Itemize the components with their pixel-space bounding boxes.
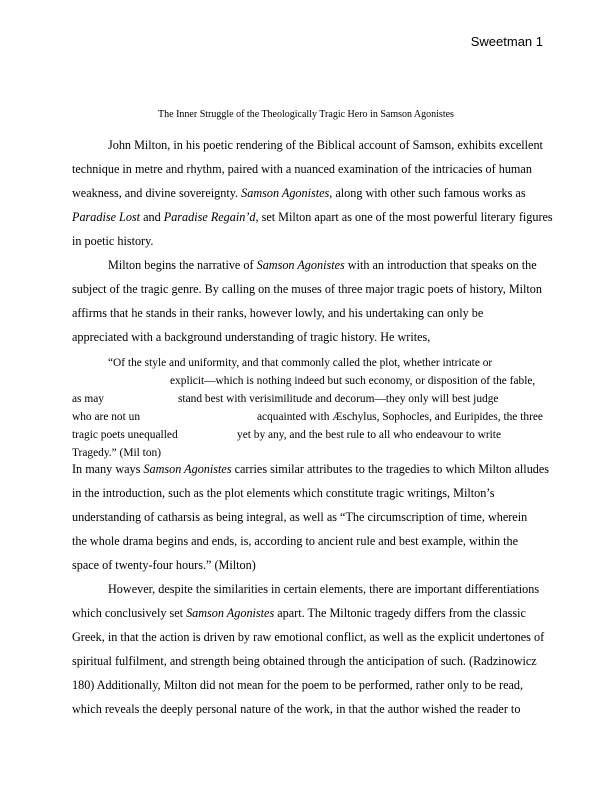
body-line — [72, 162, 532, 177]
body-line — [72, 534, 518, 549]
text-run: the whole drama begins and ends, is, according to ancient rule and best example, within the — [72, 534, 519, 548]
quote-run: tragic poets unequalled — [72, 429, 178, 441]
quote-line — [72, 393, 542, 409]
quote-line — [72, 429, 542, 445]
text-run: weakness, and divine sovereignty. — [72, 186, 242, 200]
body-line — [72, 630, 544, 645]
quote-run: as may — [72, 393, 104, 405]
text-run: Milton begins the narrative of — [108, 258, 257, 272]
text-run: Greek, in that the action is driven by raw emotional conflict, as well as the explicit undertones of — [72, 630, 545, 644]
quote-line — [72, 375, 542, 391]
body-line — [72, 510, 527, 525]
text-run: spiritual fulfilment, and strength being obtained through the anticipation of such. (Radzinowicz — [72, 654, 537, 668]
text-run: with an introduction that speaks on the — [344, 258, 537, 272]
text-run: appreciated with a background understanding of tragic history. He writes, — [72, 330, 431, 344]
text-run: 180) Additionally, Milton did not mean for the poem to be performed, rather only to be read, — [72, 678, 524, 692]
body-line — [108, 138, 543, 153]
text-run: subject of the tragic genre. By calling on the muses of three major tragic poets of history, Milton — [72, 282, 542, 296]
text-run: carries similar attributes to the tragedies to which Milton alludes — [231, 462, 550, 476]
italic-title: Paradise Regain’d — [163, 210, 256, 224]
body-line — [108, 258, 537, 273]
body-line — [108, 582, 539, 597]
text-run: affirms that he stands in their ranks, however lowly, and his undertaking can only be — [72, 306, 484, 320]
quote-run: Tragedy.” (Mil ton) — [72, 447, 162, 459]
italic-title: Samson Agonistes — [143, 462, 232, 476]
italic-title: Paradise Lost — [72, 210, 141, 224]
text-run: and — [140, 210, 164, 224]
body-line — [72, 330, 430, 345]
text-run: in poetic history. — [72, 234, 154, 248]
quote-line — [72, 447, 542, 463]
paper-title: The Inner Struggle of the Theologically Tragic Hero in Samson Agonistes — [158, 109, 454, 120]
text-run: In many ways — [72, 462, 144, 476]
quote-line — [72, 411, 542, 427]
text-run: which conclusively set — [72, 606, 187, 620]
body-line — [72, 654, 537, 669]
quote-run: acquainted with Æschylus, Sophocles, and Euripides, the three — [257, 411, 543, 423]
italic-title: Samson Agonistes — [186, 606, 275, 620]
running-header: Sweetman 1 — [470, 34, 543, 49]
body-line — [72, 186, 526, 201]
body-line — [72, 282, 542, 297]
text-run: which reveals the deeply personal nature of the work, in that the author wished the reader to — [72, 702, 521, 716]
body-line — [72, 462, 549, 477]
body-line — [72, 486, 494, 501]
text-run: apart. The Miltonic tragedy differs from the classic — [274, 606, 526, 620]
body-line — [72, 558, 256, 573]
body-line — [72, 606, 526, 621]
text-run: , set Milton apart as one of the most powerful literary figures — [255, 210, 553, 224]
text-run: in the introduction, such as the plot elements which constitute tragic writings, Milton’s — [72, 486, 495, 500]
italic-title: Samson Agonistes — [241, 186, 330, 200]
text-run: understanding of catharsis as being integral, as well as “The circumscription of time, wherein — [72, 510, 528, 524]
quote-run: yet by any, and the best rule to all who endeavour to write — [237, 429, 502, 441]
quote-line — [72, 357, 542, 373]
italic-title: Samson Agonistes — [256, 258, 345, 272]
text-run: technique in metre and rhythm, paired with a nuanced examination of the intricacies of human — [72, 162, 532, 176]
text-run: However, despite the similarities in certain elements, there are important differentiations — [108, 582, 540, 596]
body-line — [72, 678, 523, 693]
quote-run: stand best with verisimilitude and decorum—they only will best judge — [178, 393, 499, 405]
body-line — [72, 234, 153, 249]
text-run: space of twenty-four hours.” (Milton) — [72, 558, 256, 572]
text-run: John Milton, in his poetic rendering of the Biblical account of Samson, exhibits excellent — [108, 138, 543, 152]
quote-run: explicit—which is nothing indeed but such economy, or disposition of the fable, — [170, 375, 536, 387]
body-line — [72, 210, 553, 225]
quote-run: who are not un — [72, 411, 141, 423]
body-line — [72, 702, 520, 717]
quote-run: “Of the style and uniformity, and that commonly called the plot, whether intricate or — [108, 357, 493, 369]
body-line — [72, 306, 483, 321]
text-run: , along with other such famous works as — [329, 186, 526, 200]
